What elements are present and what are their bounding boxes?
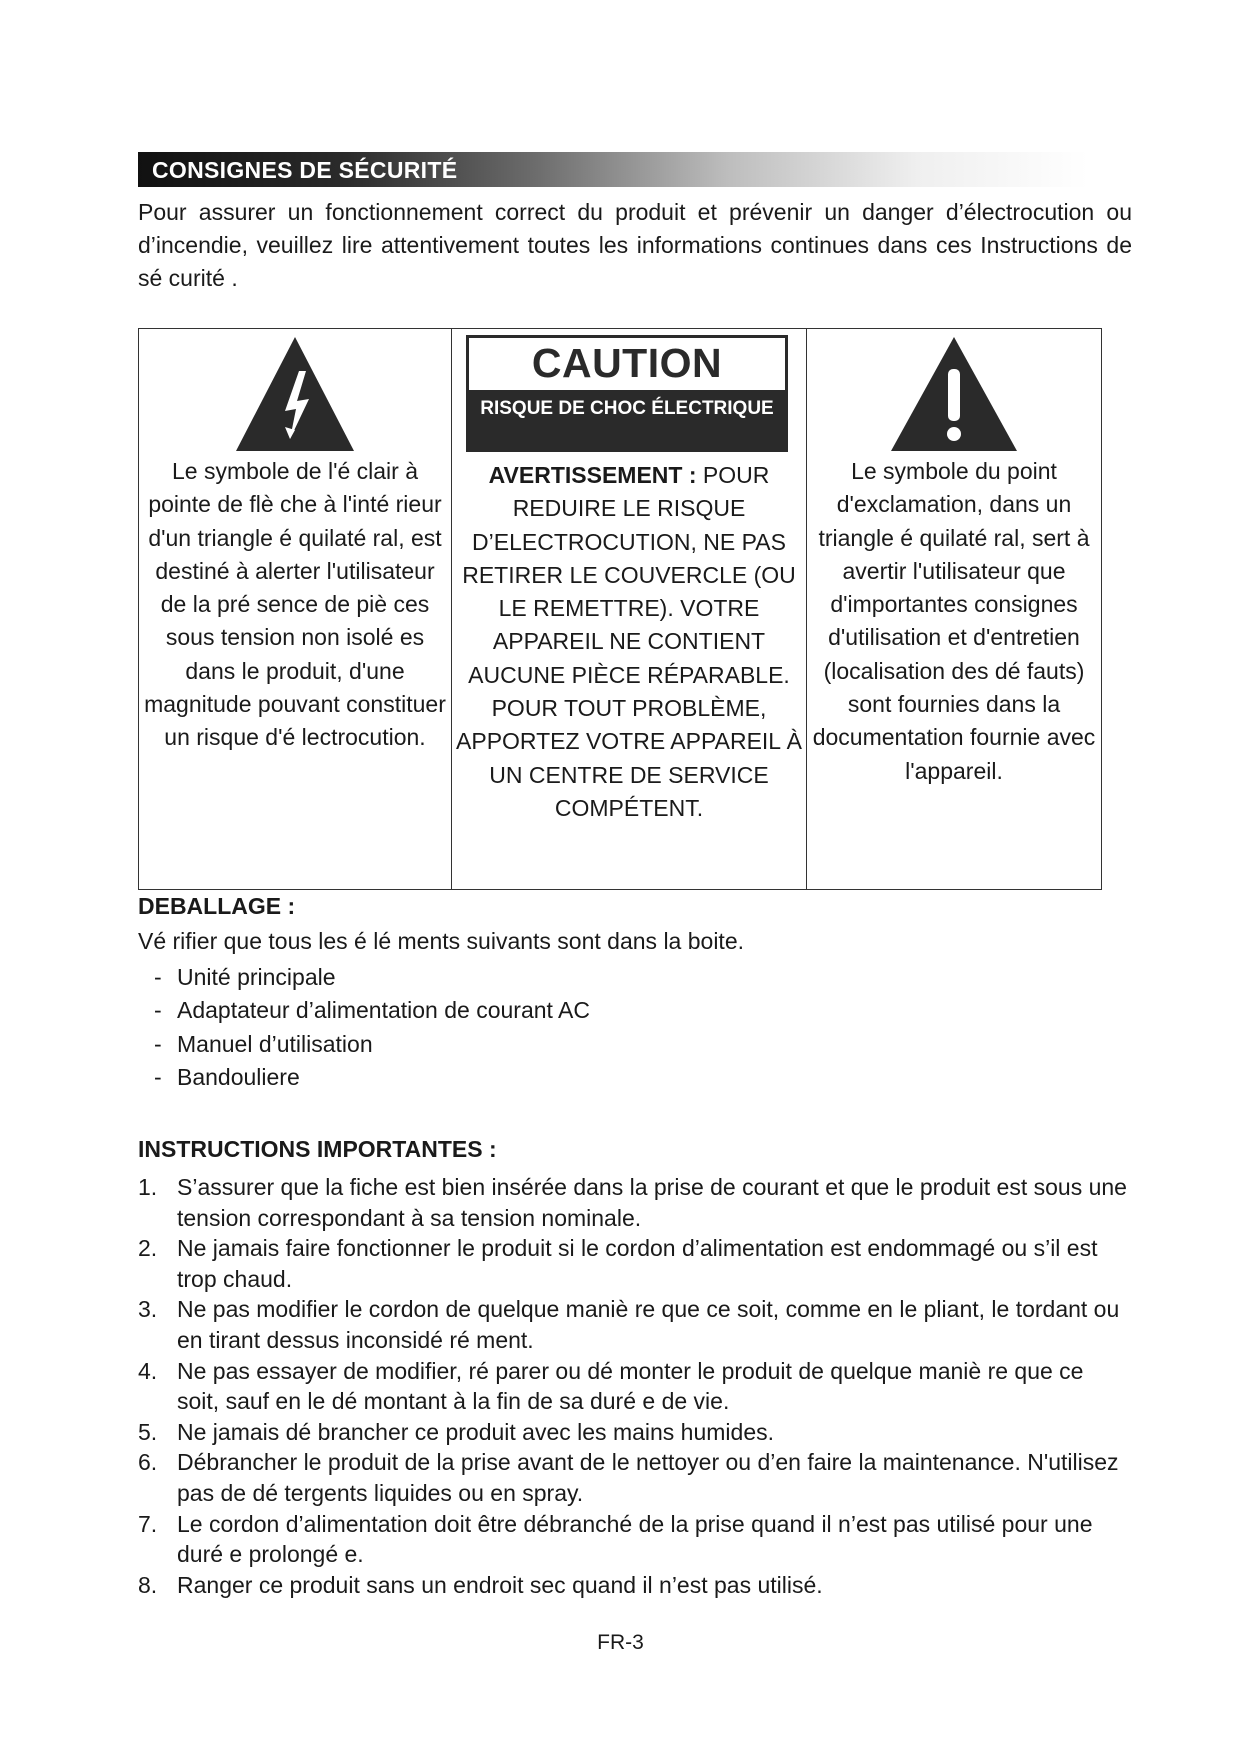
item-number: 1. — [138, 1174, 158, 1200]
item-text: Le cordon d’alimentation doit être débranché de la prise quand il n’est pas utilisé pour une duré e prolongé e. — [177, 1510, 1093, 1568]
unpacking-intro: Vé rifier que tous les é lé ments suivants sont dans la boite. — [138, 928, 744, 954]
exclamation-symbol-cell — [807, 329, 1101, 889]
exclamation-symbol-description: Le symbole du point d'exclamation, dans un triangle é quilaté ral, sert à avertir l'utilisateur que d'importantes consignes d'utilisation et d'entretien (localisation des dé fauts) sont fournies dans la documentation fournie avec l'appareil. — [812, 458, 1096, 784]
item-text: Ne jamais dé brancher ce produit avec les mains humides. — [177, 1418, 775, 1445]
caution-warning-text — [452, 459, 806, 825]
unpacking-heading: DEBALLAGE : — [138, 893, 296, 919]
list-item — [138, 1233, 1128, 1294]
list-item — [138, 1417, 1128, 1448]
list-item: - Bandouliere — [154, 1061, 590, 1094]
instructions-heading: INSTRUCTIONS IMPORTANTES : — [138, 1136, 497, 1162]
list-item — [138, 1294, 1128, 1355]
item-text: Débrancher le produit de la prise avant de le nettoyer ou d’en faire la maintenance. N'utilisez pas de dé tergents liquides ou en spray. — [177, 1449, 1119, 1506]
list-item — [138, 1172, 1128, 1233]
caution-title: CAUTION — [531, 340, 723, 386]
list-item — [138, 1570, 1128, 1601]
item-text: Ne pas modifier le cordon de quelque maniè re que ce soit, comme en le pliant, le tordant ou en tirant dessus inconsidé ré ment. — [177, 1296, 1120, 1353]
exclamation-triangle-icon — [889, 335, 1019, 458]
list-item — [138, 1509, 1128, 1570]
item-number: 2. — [138, 1235, 158, 1262]
list-item: - Unité principale — [154, 961, 590, 994]
list-item: - Adaptateur d’alimentation de courant AC — [154, 994, 590, 1027]
instructions-list — [138, 1172, 1128, 1600]
warning-symbols-table — [138, 328, 1102, 890]
item-number: 6. — [138, 1449, 158, 1476]
item-number: 3. — [138, 1296, 158, 1323]
lightning-symbol-cell — [139, 329, 452, 889]
item-number: 7. — [138, 1510, 158, 1537]
lightning-symbol-description: Le symbole de l'é clair à pointe de flè che à l'inté rieur d'un triangle é quilaté ral, est destiné à alerter l'utilisateur de la pré sence de piè ces sous tension non isolé es dans le produit, d'une magnitude pouvant constituer un risque d'é lectrocution. — [144, 458, 446, 751]
caution-label-box — [466, 335, 788, 452]
item-text: Ne jamais faire fonctionner le produit si le cordon d’alimentation est endommagé ou s’il est trop chaud. — [177, 1235, 1098, 1292]
item-number: 4. — [138, 1357, 158, 1384]
warning-body: POUR REDUIRE LE RISQUE D’ELECTROCUTION, NE PAS RETIRER LE COUVERCLE (OU LE REMETTRE). VOTRE APPAREIL NE CONTIENT AUCUNE PIÈCE RÉPARABLE. POUR TOUT PROBLÈME, APPORTEZ VOTRE APPAREIL À UN CENTRE DE SERVICE COMPÉTENT. — [456, 462, 802, 821]
item-text: Ranger ce produit sans un endroit sec quand il n’est pas utilisé. — [177, 1571, 823, 1598]
unpacking-list — [154, 961, 590, 1094]
item-text: S’assurer que la fiche est bien insérée dans la prise de courant et que le produit est sous une tension correspondant à sa tension nominale. — [177, 1174, 1127, 1231]
item-text: Ne pas essayer de modifier, ré parer ou dé monter le produit de quelque maniè re que ce soit, sauf en le dé montant à la fin de sa duré e de vie. — [177, 1357, 1084, 1415]
caution-cell — [452, 329, 807, 889]
page-number: FR-3 — [597, 1631, 644, 1654]
list-item — [138, 1447, 1128, 1508]
lightning-triangle-icon — [234, 335, 356, 458]
list-item: - Manuel d’utilisation — [154, 1028, 590, 1061]
section-header-bar — [138, 152, 1088, 187]
warning-label: AVERTISSEMENT : — [488, 462, 697, 488]
item-number: 5. — [138, 1418, 158, 1445]
safety-intro-text: Pour assurer un fonctionnement correct du produit et prévenir un danger d’électrocution ou d’incendie, veuillez lire attentivement toutes les informations continues dans ces Instructions de sé curité . — [138, 199, 1132, 291]
item-number: 8. — [138, 1571, 158, 1598]
section-title: CONSIGNES DE SÉCURITÉ — [152, 157, 458, 183]
caution-risk-band: RISQUE DE CHOC ÉLECTRIQUE — [469, 390, 785, 449]
list-item — [138, 1356, 1128, 1417]
